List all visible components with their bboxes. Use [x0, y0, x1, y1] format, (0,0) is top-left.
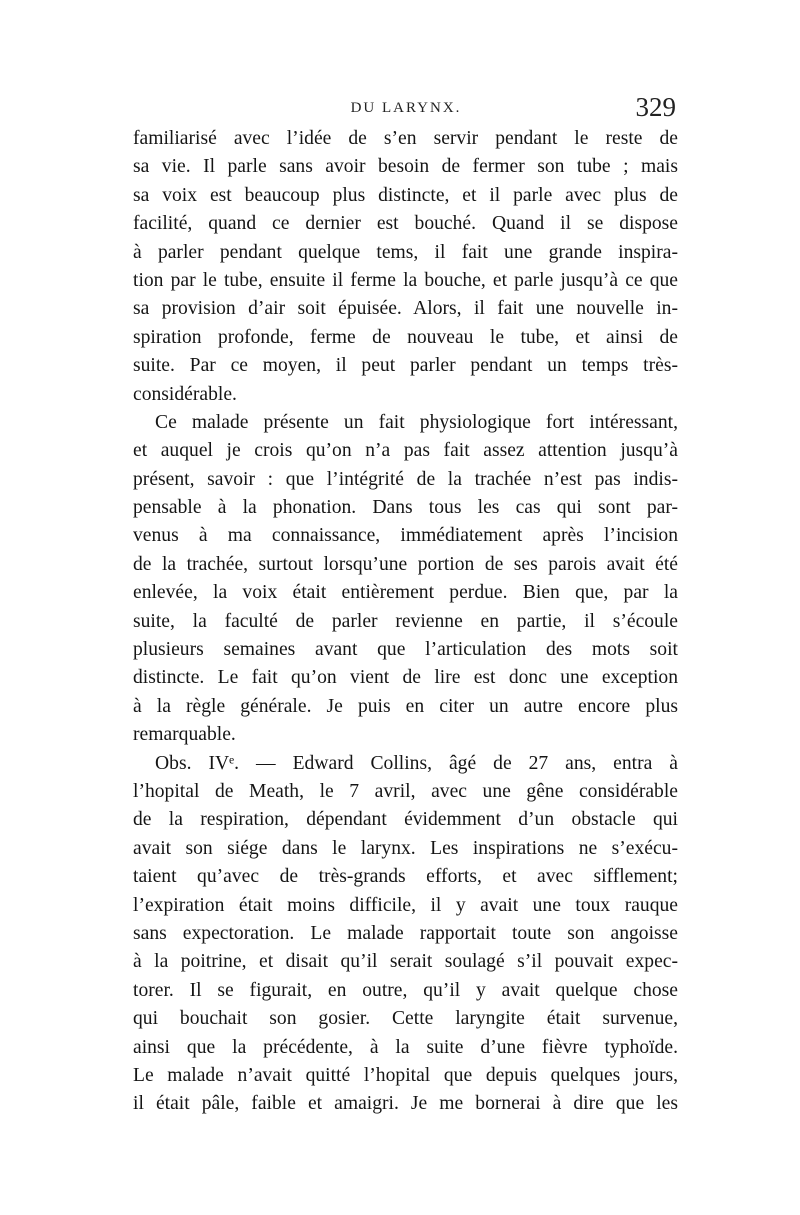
text-line: taient qu’avec de très-grands efforts, et avec sifflement;: [133, 866, 678, 888]
text-line: sa vie. Il parle sans avoir besoin de fermer son tube ; mais: [133, 156, 678, 178]
text-line: et auquel je crois qu’on n’a pas fait assez attention jusqu’à: [133, 440, 678, 462]
text-line: l’expiration était moins difficile, il y avait une toux rauque: [133, 894, 678, 916]
running-title: DU LARYNX.: [350, 100, 462, 116]
body-text: [133, 125, 678, 1119]
text-line: sans expectoration. Le malade rapportait toute son angoisse: [133, 922, 678, 944]
text-line: à la règle générale. Je puis en citer un autre encore plus: [133, 695, 678, 717]
text-line: de la trachée, surtout lorsqu’une portion de ses parois avait été: [133, 553, 678, 575]
text-line: enlevée, la voix était entièrement perdue. Bien que, par la: [133, 582, 678, 604]
text-line: familiarisé avec l’idée de s’en servir pendant le reste de: [133, 128, 678, 149]
text-line: ainsi que la précédente, à la suite d’une fièvre typhoïde.: [133, 1036, 678, 1058]
text-line: sa voix est beaucoup plus distincte, et il parle avec plus de: [133, 184, 678, 206]
text-line: qui bouchait son gosier. Cette laryngite était survenue,: [133, 1008, 678, 1030]
text-line: facilité, quand ce dernier est bouché. Quand il se dispose: [133, 213, 678, 235]
text-line: plusieurs semaines avant que l’articulation des mots soit: [133, 639, 678, 661]
text-line: distincte. Le fait qu’on vient de lire est donc une exception: [133, 667, 678, 689]
text-line: suite. Par ce moyen, il peut parler pendant un temps très-: [133, 355, 678, 377]
running-head: [136, 92, 676, 126]
text-line: Ce malade présente un fait physiologique fort intéressant,: [155, 411, 678, 433]
text-line: sa provision d’air soit épuisée. Alors, il fait une nouvelle in-: [133, 298, 678, 320]
text-line: à parler pendant quelque tems, il fait une grande inspira-: [133, 241, 678, 263]
page-number: 329: [635, 92, 676, 122]
text-line: suite, la faculté de parler revienne en partie, il s’écoule: [133, 610, 678, 632]
text-line: venus à ma connaissance, immédiatement après l’incision: [133, 525, 678, 547]
text-line: de la respiration, dépendant évidemment d’un obstacle qui: [133, 809, 678, 831]
text-line: l’hopital de Meath, le 7 avril, avec une gêne considérable: [133, 780, 678, 802]
text-line: il était pâle, faible et amaigri. Je me bornerai à dire que les: [133, 1093, 678, 1115]
text-line: Obs. IVᵉ. — Edward Collins, âgé de 27 ans, entra à: [155, 752, 678, 774]
text-line: considérable.: [133, 383, 237, 405]
text-line: à la poitrine, et disait qu’il serait soulagé s’il pouvait expec-: [133, 951, 678, 973]
text-line: tion par le tube, ensuite il ferme la bouche, et parle jusqu’à ce que: [133, 269, 678, 291]
text-line: torer. Il se figurait, en outre, qu’il y avait quelque chose: [133, 979, 678, 1001]
text-line: avait son siége dans le larynx. Les inspirations ne s’exécu-: [133, 837, 678, 859]
text-line: présent, savoir : que l’intégrité de la trachée n’est pas indis-: [133, 468, 678, 490]
text-line: Le malade n’avait quitté l’hopital que depuis quelques jours,: [133, 1064, 678, 1086]
text-line: spiration profonde, ferme de nouveau le tube, et ainsi de: [133, 326, 678, 348]
text-line: remarquable.: [133, 724, 236, 746]
text-line: pensable à la phonation. Dans tous les cas qui sont par-: [133, 497, 678, 519]
